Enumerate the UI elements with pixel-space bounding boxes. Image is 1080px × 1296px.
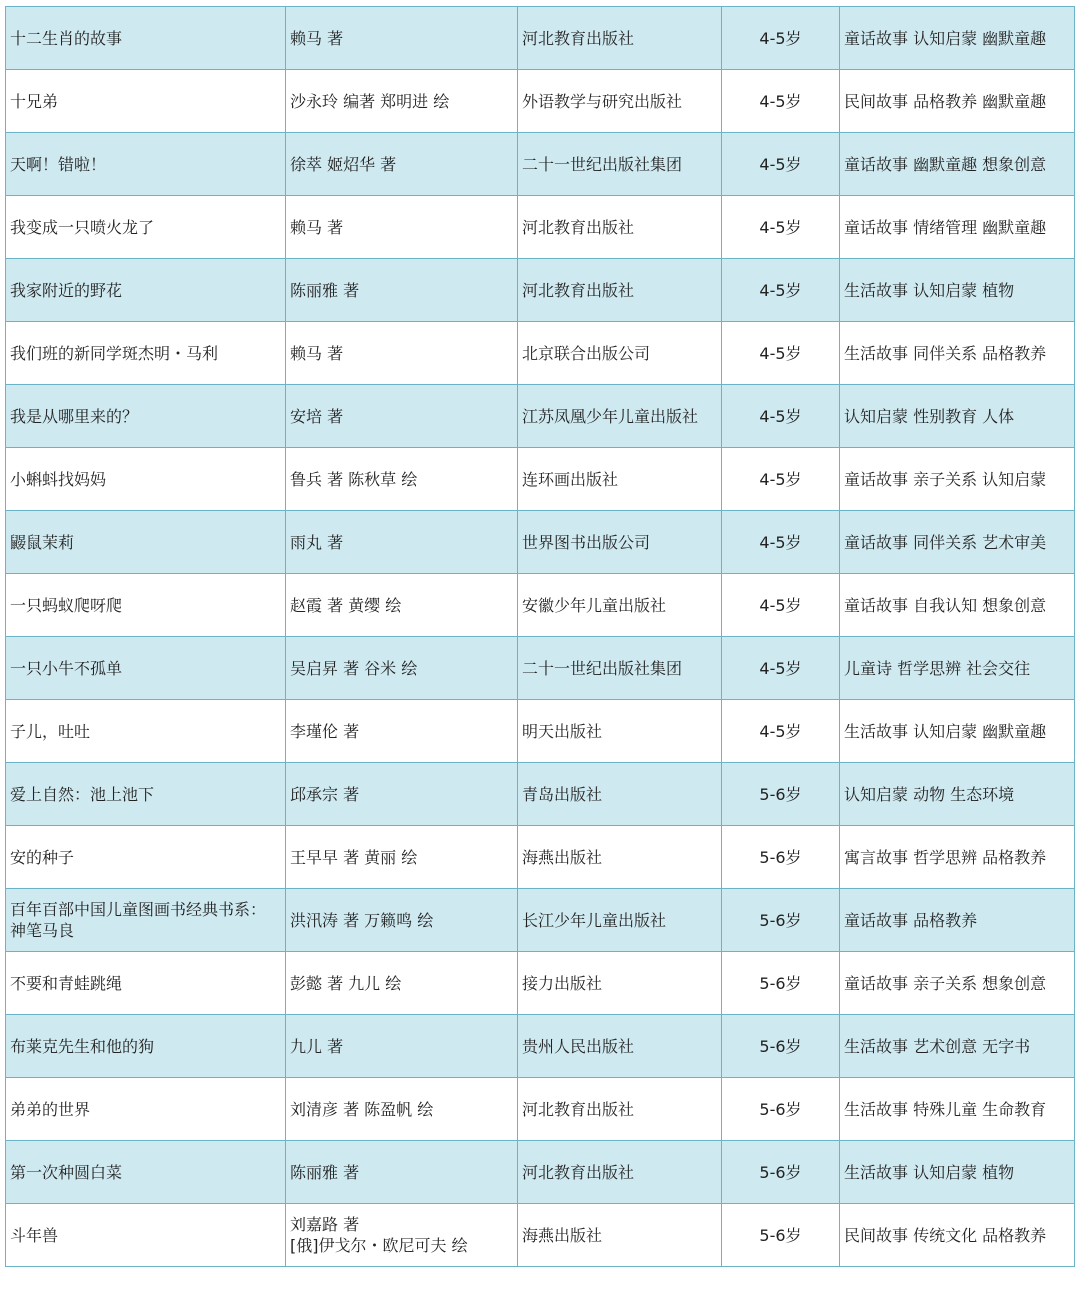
book-title: 一只蚂蚁爬呀爬 <box>6 574 286 637</box>
table-row <box>6 763 1075 826</box>
author-line: 赖马 著 <box>290 28 344 48</box>
book-age-range: 4-5岁 <box>722 385 840 448</box>
book-author <box>286 196 518 259</box>
book-tags: 童话故事 亲子关系 想象创意 <box>840 952 1075 1015</box>
book-title: 一只小牛不孤单 <box>6 637 286 700</box>
author-line: 刘嘉路 著 <box>290 1215 360 1234</box>
book-author <box>286 637 518 700</box>
book-age-range: 4-5岁 <box>722 511 840 574</box>
book-age-range: 4-5岁 <box>722 7 840 70</box>
book-author <box>286 259 518 322</box>
book-age-range: 4-5岁 <box>722 196 840 259</box>
table-row <box>6 322 1075 385</box>
book-age-range: 5-6岁 <box>722 1078 840 1141</box>
book-title: 百年百部中国儿童图画书经典书系：神笔马良 <box>6 889 286 952</box>
table-row <box>6 826 1075 889</box>
book-tags: 生活故事 认知启蒙 幽默童趣 <box>840 700 1075 763</box>
table-row <box>6 1078 1075 1141</box>
book-tags: 认知启蒙 动物 生态环境 <box>840 763 1075 826</box>
book-tags: 童话故事 亲子关系 认知启蒙 <box>840 448 1075 511</box>
book-author <box>286 7 518 70</box>
book-tags: 生活故事 认知启蒙 植物 <box>840 1141 1075 1204</box>
book-tags: 童话故事 幽默童趣 想象创意 <box>840 133 1075 196</box>
book-title: 天啊！错啦！ <box>6 133 286 196</box>
book-author <box>286 448 518 511</box>
book-tags: 儿童诗 哲学思辨 社会交往 <box>840 637 1075 700</box>
book-publisher: 河北教育出版社 <box>518 1141 722 1204</box>
book-publisher: 江苏凤凰少年儿童出版社 <box>518 385 722 448</box>
book-title: 我变成一只喷火龙了 <box>6 196 286 259</box>
book-tags: 民间故事 品格教养 幽默童趣 <box>840 70 1075 133</box>
book-author <box>286 952 518 1015</box>
book-author <box>286 826 518 889</box>
book-author <box>286 1015 518 1078</box>
book-title: 布莱克先生和他的狗 <box>6 1015 286 1078</box>
book-tags: 生活故事 艺术创意 无字书 <box>840 1015 1075 1078</box>
table-row <box>6 574 1075 637</box>
book-author <box>286 133 518 196</box>
author-line: 赖马 著 <box>290 217 344 237</box>
book-tags: 生活故事 特殊儿童 生命教育 <box>840 1078 1075 1141</box>
book-title: 斗年兽 <box>6 1204 286 1267</box>
book-publisher: 海燕出版社 <box>518 826 722 889</box>
author-line: 吴启昇 著 谷米 绘 <box>290 658 418 678</box>
book-age-range: 4-5岁 <box>722 448 840 511</box>
book-publisher: 二十一世纪出版社集团 <box>518 637 722 700</box>
book-title: 十二生肖的故事 <box>6 7 286 70</box>
table-row <box>6 1204 1075 1267</box>
book-title: 我是从哪里来的？ <box>6 385 286 448</box>
book-publisher: 连环画出版社 <box>518 448 722 511</box>
book-title: 我家附近的野花 <box>6 259 286 322</box>
book-age-range: 4-5岁 <box>722 133 840 196</box>
book-author <box>286 385 518 448</box>
author-line: 雨丸 著 <box>290 532 344 552</box>
author-line: 徐萃 姬炤华 著 <box>290 154 397 174</box>
book-publisher: 二十一世纪出版社集团 <box>518 133 722 196</box>
table-row <box>6 889 1075 952</box>
author-line: 九儿 著 <box>290 1036 344 1056</box>
book-tags: 民间故事 传统文化 品格教养 <box>840 1204 1075 1267</box>
book-title: 小蝌蚪找妈妈 <box>6 448 286 511</box>
book-author <box>286 1204 518 1267</box>
author-line: 邱承宗 著 <box>290 784 360 804</box>
table-row <box>6 952 1075 1015</box>
book-age-range: 4-5岁 <box>722 322 840 385</box>
table-row <box>6 196 1075 259</box>
table-row <box>6 133 1075 196</box>
book-publisher: 接力出版社 <box>518 952 722 1015</box>
book-title: 十兄弟 <box>6 70 286 133</box>
book-publisher: 河北教育出版社 <box>518 196 722 259</box>
book-tags: 寓言故事 哲学思辨 品格教养 <box>840 826 1075 889</box>
book-publisher: 河北教育出版社 <box>518 7 722 70</box>
author-line: 安培 著 <box>290 406 344 426</box>
author-line: 李瑾伦 著 <box>290 721 360 741</box>
book-publisher: 外语教学与研究出版社 <box>518 70 722 133</box>
book-title: 安的种子 <box>6 826 286 889</box>
book-age-range: 4-5岁 <box>722 700 840 763</box>
book-title: 爱上自然：池上池下 <box>6 763 286 826</box>
book-age-range: 5-6岁 <box>722 1204 840 1267</box>
book-age-range: 4-5岁 <box>722 70 840 133</box>
book-author <box>286 1078 518 1141</box>
table-row <box>6 1015 1075 1078</box>
author-line: 刘清彦 著 陈盈帆 绘 <box>290 1099 434 1119</box>
book-title: 子儿，吐吐 <box>6 700 286 763</box>
book-title: 我们班的新同学斑杰明・马利 <box>6 322 286 385</box>
book-tags: 童话故事 品格教养 <box>840 889 1075 952</box>
book-publisher: 北京联合出版公司 <box>518 322 722 385</box>
author-line: 沙永玲 编著 郑明进 绘 <box>290 91 450 111</box>
book-tags: 童话故事 认知启蒙 幽默童趣 <box>840 7 1075 70</box>
book-title: 第一次种圆白菜 <box>6 1141 286 1204</box>
book-publisher: 安徽少年儿童出版社 <box>518 574 722 637</box>
author-line: 赖马 著 <box>290 343 344 363</box>
book-age-range: 5-6岁 <box>722 1141 840 1204</box>
book-age-range: 5-6岁 <box>722 889 840 952</box>
book-author <box>286 889 518 952</box>
book-author <box>286 70 518 133</box>
book-author <box>286 700 518 763</box>
book-author <box>286 763 518 826</box>
book-tags: 童话故事 同伴关系 艺术审美 <box>840 511 1075 574</box>
table-row <box>6 7 1075 70</box>
table-row <box>6 1141 1075 1204</box>
book-publisher: 青岛出版社 <box>518 763 722 826</box>
book-publisher: 河北教育出版社 <box>518 1078 722 1141</box>
book-age-range: 5-6岁 <box>722 763 840 826</box>
table-row <box>6 511 1075 574</box>
book-publisher: 河北教育出版社 <box>518 259 722 322</box>
author-line: 王早早 著 黄丽 绘 <box>290 847 418 867</box>
book-tags: 生活故事 认知启蒙 植物 <box>840 259 1075 322</box>
author-line: 陈丽雅 著 <box>290 1162 360 1182</box>
book-age-range: 5-6岁 <box>722 826 840 889</box>
book-tags: 童话故事 自我认知 想象创意 <box>840 574 1075 637</box>
book-author <box>286 322 518 385</box>
book-age-range: 4-5岁 <box>722 259 840 322</box>
book-author <box>286 511 518 574</box>
book-age-range: 5-6岁 <box>722 952 840 1015</box>
book-publisher: 贵州人民出版社 <box>518 1015 722 1078</box>
table-body <box>6 7 1075 1267</box>
author-line: 鲁兵 著 陈秋草 绘 <box>290 469 418 489</box>
book-age-range: 5-6岁 <box>722 1015 840 1078</box>
author-line: 赵霞 著 黄缨 绘 <box>290 595 402 615</box>
book-title: 不要和青蛙跳绳 <box>6 952 286 1015</box>
book-author <box>286 1141 518 1204</box>
table-row <box>6 70 1075 133</box>
table-row <box>6 448 1075 511</box>
book-publisher: 明天出版社 <box>518 700 722 763</box>
book-list-table <box>5 6 1075 1267</box>
book-publisher: 海燕出版社 <box>518 1204 722 1267</box>
table-row <box>6 700 1075 763</box>
book-age-range: 4-5岁 <box>722 574 840 637</box>
book-tags: 生活故事 同伴关系 品格教养 <box>840 322 1075 385</box>
author-line: 陈丽雅 著 <box>290 280 360 300</box>
book-title: 鼹鼠茉莉 <box>6 511 286 574</box>
book-publisher: 世界图书出版公司 <box>518 511 722 574</box>
book-tags: 童话故事 情绪管理 幽默童趣 <box>840 196 1075 259</box>
table-row <box>6 385 1075 448</box>
table-row <box>6 637 1075 700</box>
author-line: [俄]伊戈尔・欧尼可夫 绘 <box>290 1236 468 1255</box>
book-title: 弟弟的世界 <box>6 1078 286 1141</box>
author-line: 洪汛涛 著 万籁鸣 绘 <box>290 910 434 930</box>
book-age-range: 4-5岁 <box>722 637 840 700</box>
book-author <box>286 574 518 637</box>
book-tags: 认知启蒙 性别教育 人体 <box>840 385 1075 448</box>
author-line: 彭懿 著 九儿 绘 <box>290 973 402 993</box>
book-publisher: 长江少年儿童出版社 <box>518 889 722 952</box>
table-row <box>6 259 1075 322</box>
